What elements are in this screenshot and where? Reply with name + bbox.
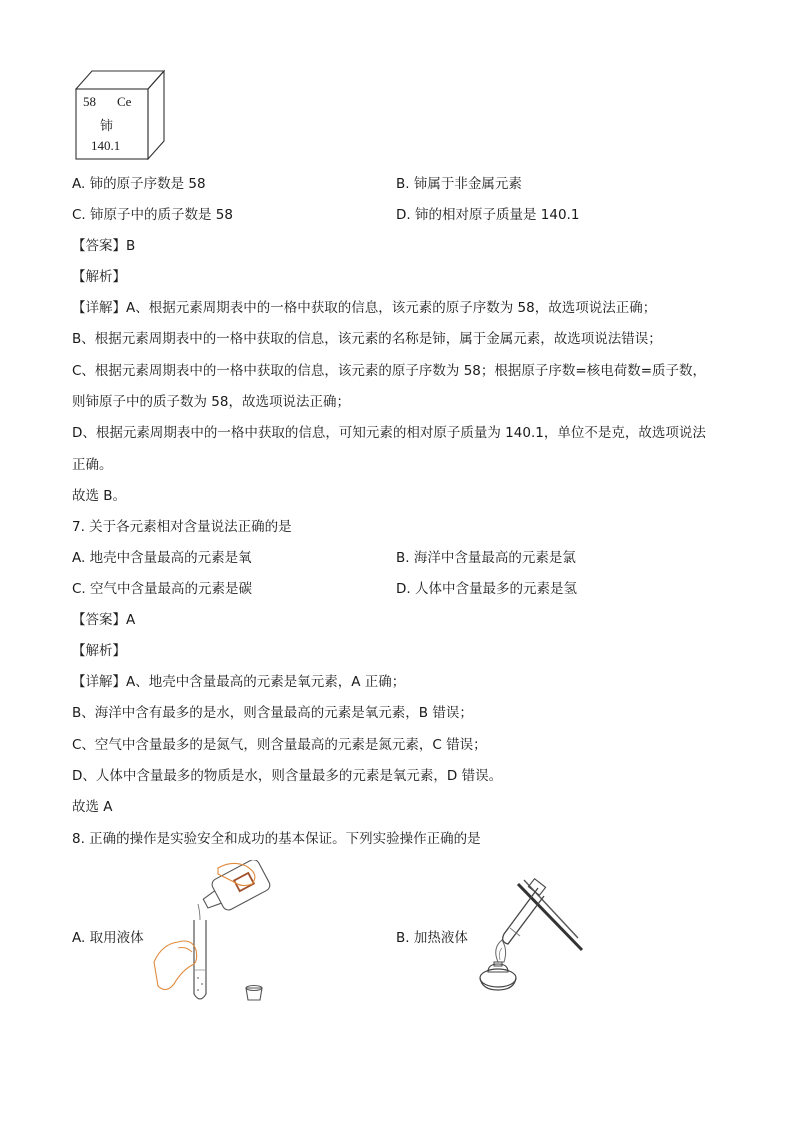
q7-answer: 【答案】A [72, 612, 136, 628]
q7-detail-line: D、人体中含量最多的物质是水，则含量最多的元素是氧元素，D 错误。 [72, 768, 503, 784]
q7-option-c: C. 空气中含量最高的元素是碳 [72, 581, 253, 597]
q7-option-b: B. 海洋中含量最高的元素是氯 [396, 550, 576, 566]
element-number: 58 [83, 94, 96, 109]
q7-detail-line: 【详解】A、地壳中含量最高的元素是氧元素，A 正确； [72, 674, 406, 690]
pour-liquid-illustration [148, 860, 278, 1008]
q6-detail-line: C、根据元素周期表中的一格中获取的信息，该元素的原子序数为 58；根据原子序数=核电荷数=质子数， [72, 363, 707, 379]
q6-option-c: C. 铈原子中的质子数是 58 [72, 207, 233, 223]
q6-conclusion: 故选 B。 [72, 488, 127, 504]
q8-option-b: B. 加热液体 [396, 930, 468, 946]
q6-detail-line: 正确。 [72, 457, 113, 473]
q7-option-d: D. 人体中含量最多的元素是氢 [396, 581, 577, 597]
element-cell [75, 70, 165, 160]
q6-option-b: B. 铈属于非金属元素 [396, 176, 522, 192]
q6-detail-line: D、根据元素周期表中的一格中获取的信息，可知元素的相对原子质量为 140.1，单位不是克，故选项说法 [72, 425, 706, 441]
q6-detail-line: 【详解】A、根据元素周期表中的一格中获取的信息，该元素的原子序数为 58，故选项说法正确； [72, 300, 657, 316]
heat-liquid-icon [474, 874, 586, 996]
q7-option-a: A. 地壳中含量最高的元素是氧 [72, 550, 252, 566]
q6-option-a: A. 铈的原子序数是 58 [72, 176, 206, 192]
heat-liquid-illustration [474, 874, 586, 996]
element-symbol: Ce [117, 94, 132, 109]
q7-question: 7. 关于各元素相对含量说法正确的是 [72, 519, 292, 535]
q6-detail-line: 则铈原子中的质子数为 58，故选项说法正确； [72, 394, 350, 410]
element-mass: 140.1 [91, 138, 121, 153]
q6-option-d: D. 铈的相对原子质量是 140.1 [396, 207, 580, 223]
q8-question: 8. 正确的操作是实验安全和成功的基本保证。下列实验操作正确的是 [72, 831, 481, 847]
q6-detail-line: B、根据元素周期表中的一格中获取的信息，该元素的名称是铈，属于金属元素，故选项说法错误； [72, 331, 662, 347]
q6-answer: 【答案】B [72, 238, 136, 254]
q7-detail-line: C、空气中含量最多的是氮气，则含量最高的元素是氮元素，C 错误； [72, 737, 487, 753]
q8-option-a: A. 取用液体 [72, 930, 144, 946]
q6-analysis-label: 【解析】 [72, 269, 126, 285]
q7-analysis-label: 【解析】 [72, 643, 126, 659]
pour-liquid-icon [148, 860, 278, 1008]
q7-conclusion: 故选 A [72, 799, 113, 815]
q7-detail-line: B、海洋中含有最多的是水，则含量最高的元素是氧元素，B 错误； [72, 705, 473, 721]
element-name: 铈 [100, 118, 114, 133]
